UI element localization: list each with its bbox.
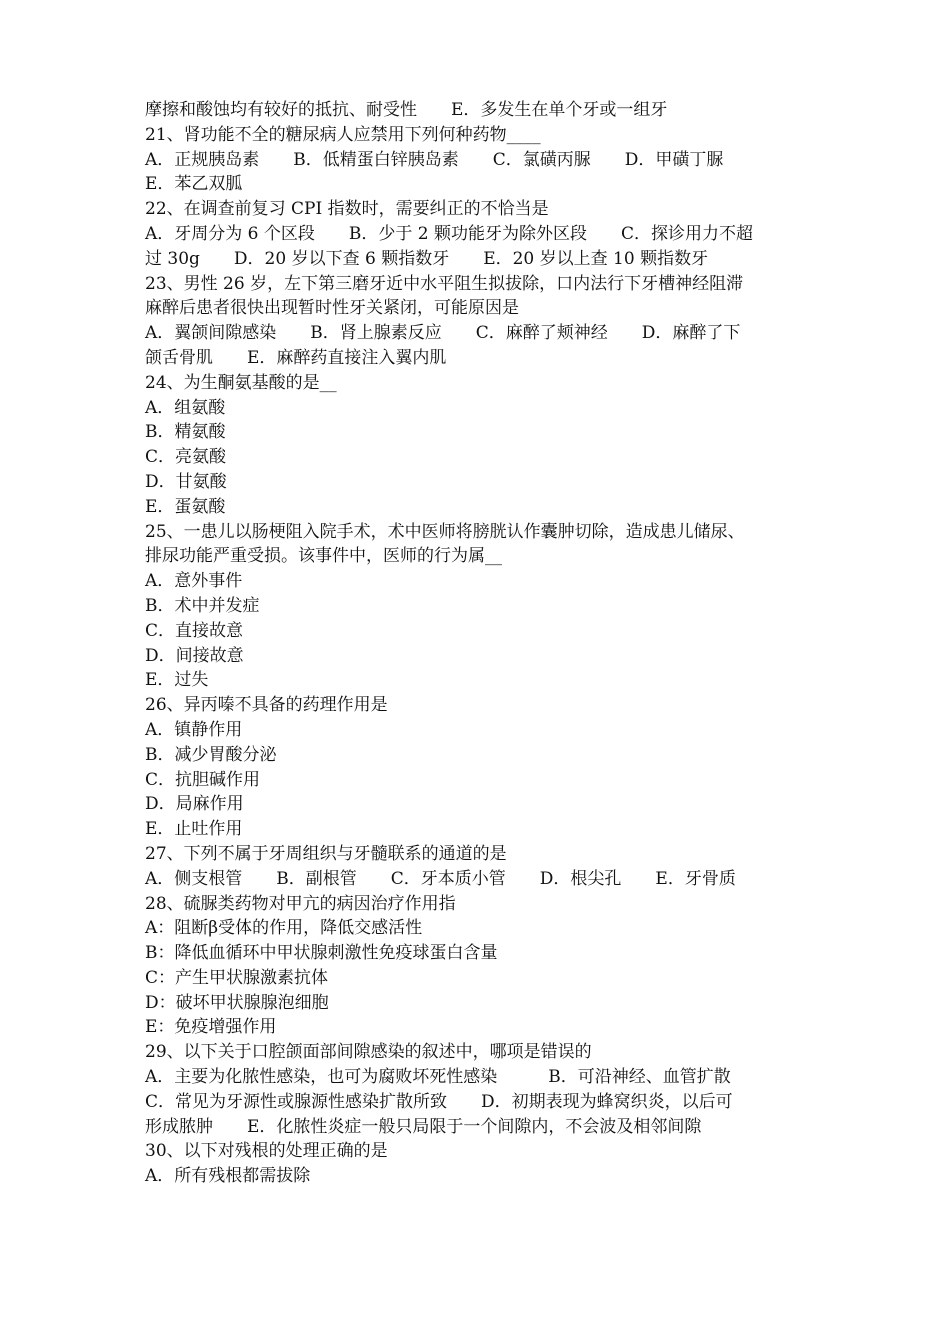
text-line: 麻醉后患者很快出现暂时性牙关紧闭，可能原因是 (145, 298, 519, 319)
text-line: 摩擦和酸蚀均有较好的抵抗、耐受性 E．多发生在单个牙或一组牙 (145, 100, 668, 120)
option-line: A．意外事件 (145, 571, 243, 592)
option-line: B．精氨酸 (145, 422, 226, 443)
option-line: D：破坏甲状腺腺泡细胞 (145, 992, 329, 1013)
text-line: A．侧支根管 B．副根管 C．牙本质小管 D．根尖孔 E．牙骨质 (145, 868, 736, 889)
text-line: A．牙周分为 6 个区段 B．少于 2 颗功能牙为除外区段 C．探诊用力不超 (145, 223, 754, 244)
question-24: 24、为生酮氨基酸的是__ (145, 372, 337, 393)
option-line: D．间接故意 (145, 645, 244, 666)
option-line: C．亮氨酸 (145, 447, 227, 468)
question-21: 21、肾功能不全的糖尿病人应禁用下列何种药物____ (145, 124, 541, 145)
text-line: 形成脓肿 E．化脓性炎症一般只局限于一个间隙内，不会波及相邻间隙 (145, 1116, 702, 1137)
option-line: A：阻断β受体的作用，降低交感活性 (145, 918, 423, 939)
question-25: 25、一患儿以肠梗阻入院手术，术中医师将膀胱认作囊肿切除，造成患儿储尿、 (145, 521, 745, 542)
option-line: C．抗胆碱作用 (145, 769, 261, 790)
option-line: E：免疫增强作用 (145, 1017, 277, 1038)
option-line: D．局麻作用 (145, 794, 244, 815)
option-line: C．直接故意 (145, 620, 244, 641)
text-line: 颌舌骨肌 E．麻醉药直接注入翼内肌 (145, 347, 447, 368)
option-line: D．甘氨酸 (145, 471, 227, 492)
option-line: A．组氨酸 (145, 397, 226, 418)
question-22: 22、在调查前复习 CPI 指数时，需要纠正的不恰当是 (145, 199, 549, 220)
option-line: E．过失 (145, 670, 209, 691)
question-28: 28、硫脲类药物对甲亢的病因治疗作用指 (145, 893, 456, 914)
text-line: 过 30g D．20 岁以下查 6 颗指数牙 E．20 岁以上查 10 颗指数牙 (145, 248, 709, 269)
option-line: B．术中并发症 (145, 595, 260, 616)
question-26: 26、异丙嗪不具备的药理作用是 (145, 695, 388, 716)
question-27: 27、下列不属于牙周组织与牙髓联系的通道的是 (145, 843, 507, 864)
question-23: 23、男性 26 岁，左下第三磨牙近中水平阻生拟拔除，口内法行下牙槽神经阻滞 (145, 273, 744, 294)
option-line: C：产生甲状腺激素抗体 (145, 967, 329, 988)
text-line: C．常见为牙源性或腺源性感染扩散所致 D．初期表现为蜂窝织炎，以后可 (145, 1091, 733, 1112)
option-line: B．减少胃酸分泌 (145, 744, 277, 765)
text-line: A．主要为化脓性感染，也可为腐败坏死性感染 B．可沿神经、血管扩散 (145, 1067, 731, 1088)
text-line: A．翼颌间隙感染 B．肾上腺素反应 C．麻醉了颊神经 D．麻醉了下 (145, 323, 741, 344)
option-line: B：降低血循环中甲状腺刺激性免疫球蛋白含量 (145, 943, 498, 964)
text-line: E．苯乙双胍 (145, 174, 243, 195)
question-29: 29、以下关于口腔颌面部间隙感染的叙述中，哪项是错误的 (145, 1042, 592, 1063)
option-line: E．止吐作用 (145, 819, 243, 840)
text-line: 排尿功能严重受损。该事件中，医师的行为属__ (145, 546, 502, 567)
text-line: A．正规胰岛素 B．低精蛋白锌胰岛素 C．氯磺丙脲 D．甲磺丁脲 (145, 149, 724, 170)
option-line: E．蛋氨酸 (145, 496, 226, 517)
question-30: 30、以下对残根的处理正确的是 (145, 1141, 388, 1162)
document-body (145, 98, 815, 1189)
option-line: A．所有残根都需拔除 (145, 1166, 311, 1187)
option-line: A．镇静作用 (145, 719, 243, 740)
